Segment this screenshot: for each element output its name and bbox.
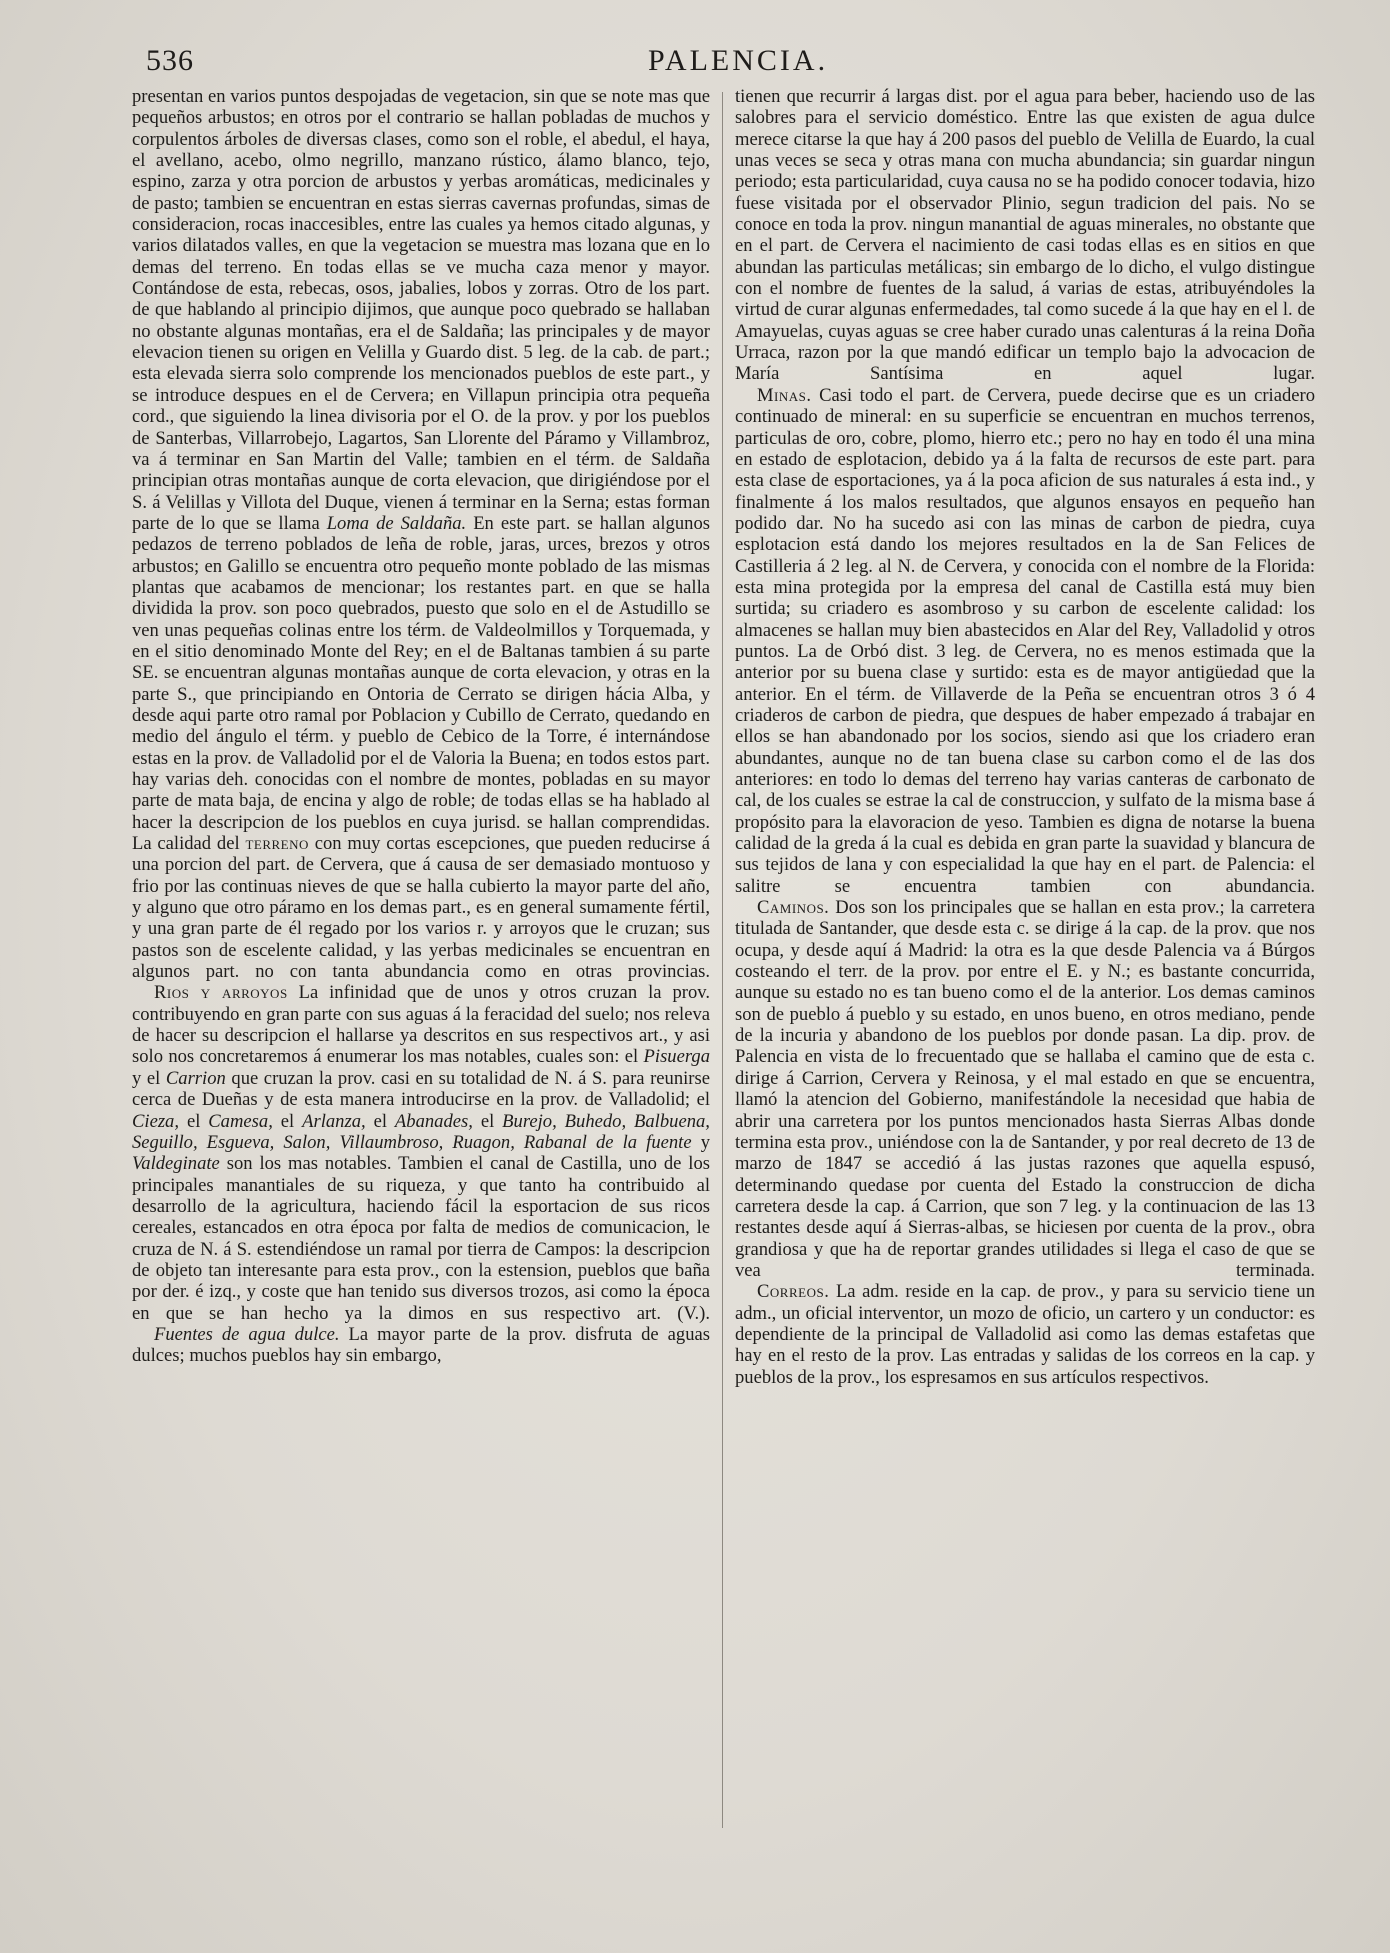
- left-column: [132, 86, 710, 1367]
- running-title: PALENCIA.: [648, 44, 829, 77]
- paragraph-mail: Correos. La adm. reside en la cap. de prov., y para su servicio tiene un adm., un oficial interventor, un mozo de oficio, un cartero y un conductor: es dependiente de la principal de Valladolid asi como las demas estafetas que hay en el resto de la prov. Las entradas y salidas de los correos en la cap. y pueblos de la prov., los espresamos en sus artículos respectivos.: [735, 1281, 1315, 1388]
- section-heading-roads: Caminos.: [757, 897, 830, 919]
- paragraph-roads: Caminos. Dos son los principales que se hallan en esta prov.; la carretera titulada de Santander, que desde esta c. se dirige á la cap. de la prov. que nos ocupa, y desde aquí á Madrid: la otra es la que desde Palencia va á Búrgos costeando el terr. de la prov. por entre el E. y N.; es bastante concurrida, aunque su estado no es tan bueno como el de la anterior. Los demas caminos son de pueblo á pueblo y su estado, en unos bueno, en otros mediano, pende de la incuria y abandono de los pueblos por donde pasan. La dip. prov. de Palencia en vista de lo frecuentado que se hallaba el camino que de esta c. dirige á Carrion, Cervera y Reinosa, y el mal estado en que se encuentra, llamó la atencion del Gobierno, manifestándole la necesidad que habia de abrir una carretera por los puntos mencionados hasta Sierras Albas donde termina esta prov., uniéndose con la de Santander, y por real decreto de 13 de marzo de 1847 se accedió á las justas razones que aquella espusó, determinando quedase por cuenta del Estado la construccion de dicha carretera desde la cap. á Carrion, que son 7 leg. y la continuacion de las 13 restantes desde aquí á Sierras-albas, se hiciesen por cuenta de la prov., obra grandiosa y que ha de reportar grandes utilidades si llega el caso de que se vea terminada.: [735, 897, 1315, 1281]
- column-divider: [722, 92, 723, 1828]
- section-heading-fountains: Fuentes de agua dulce.: [154, 1323, 340, 1345]
- page-header: [138, 44, 1318, 88]
- paragraph-rivers: Rios y arroyos La infinidad que de unos y otros cruzan la prov. contribuyendo en gran parte con sus aguas á la feracidad del suelo; nos releva de hacer su descripcion el hallarse ya descritos en sus respectivos art., y asi solo nos concretaremos á enumerar los mas notables, cuales son: el Pisuerga y el Carrion que cruzan la prov. casi en su totalidad de N. á S. para reunirse cerca de Dueñas y de esta manera introducirse en la prov. de Valladolid; el Cieza, el Camesa, el Arlanza, el Abanades, el Burejo, Buhedo, Balbuena, Seguillo, Esgueva, Salon, Villaumbroso, Ruagon, Rabanal de la fuente y Valdeginate son los mas notables. Tambien el canal de Castilla, uno de los principales manantiales de su riqueza, y que tanto ha contribuido al desarrollo de la agricultura, haciendo fácil la esportacion de sus ricos cereales, estancados en otra época por falta de medios de comunicacion, le cruza de N. á S. estendiéndose un ramal por tierra de Campos: la descripcion de objeto tan interesante para esta prov., con la estension, pueblos que baña por der. é izq., y coste que han tenido sus diversos trozos, asi como la época en que se han hecho ya la dimos en sus respectivo art. (V.).: [132, 982, 710, 1324]
- section-heading-mines: Minas.: [757, 384, 812, 406]
- section-heading-rivers: Rios y arroyos: [154, 982, 288, 1004]
- right-column: [735, 86, 1315, 1388]
- paragraph-mines: Minas. Casi todo el part. de Cervera, puede decirse que es un criadero continuado de mineral: en su superficie se encuentran en muchos terrenos, particulas de oro, cobre, plomo, hierro etc.; pero no hay en todo él una mina en estado de esplotacion, debido ya á la falta de recursos de este part. para esta clase de esportaciones, ya á la poca aficion de sus naturales á esta ind., y finalmente á los malos resultados, que algunos ensayos en pequeño han podido dar. No ha sucedo asi con las minas de carbon de piedra, cuya esplotacion está dando los mejores resultados en la de San Felices de Castilleria á 2 leg. al N. de Cervera, y conocida con el nombre de la Florida: esta mina protegida por la empresa del canal de Castilla está muy bien surtida; su criadero es asombroso y su carbon de escelente calidad: los almacenes se hallan muy bien abastecidos en Alar del Rey, Valladolid y otros puntos. La de Orbó dist. 3 leg. de Cervera, no es menos estimada que la anterior por su buena clase y surtido: esta es de mayor antigüedad que la anterior. En el térm. de Villaverde de la Peña se encuentran otros 3 ó 4 criaderos de carbon de piedra, que despues de haber empezado á trabajar en ellos se han abandonado por los socios, siendo asi que los criadero eran abundantes, aunque no de tan buena clase su carbon como el de las dos anteriores: en todo lo demas del terreno hay varias canteras de carbonato de cal, de los cuales se estrae la cal de construccion, y sulfato de la misma base á propósito para la elavoracion de yeso. Tambien es digna de notarse la buena calidad de la greda á la cual es debida en gran parte la suavidad y blancura de sus tejidos de lana y con especialidad la que hay en el part. de Palencia: el salitre se encuentra tambien con abundancia.: [735, 384, 1315, 897]
- page-number: 536: [146, 44, 194, 77]
- paragraph-fountains: Fuentes de agua dulce. La mayor parte de la prov. disfruta de aguas dulces; muchos pueblos hay sin embargo,: [132, 1323, 710, 1367]
- paragraph-water: tienen que recurrir á largas dist. por el agua para beber, haciendo uso de las salobres para el servicio doméstico. Entre las que existen de agua dulce merece citarse la que hay á 200 pasos del pueblo de Velilla de Euardo, la cual unas veces se seca y otras mana con mucha abundancia; sin guardar ningun periodo; esta particularidad, cuya causa no se ha podido conocer todavia, hizo fuese visitada por el observador Plinio, segun tradicion del pais. No se conoce en toda la prov. ningun manantial de aguas minerales, no obstante que en el part. de Cervera el nacimiento de casi todas ellas es en sitios en que abundan las particulas metálicas; sin embargo de lo dicho, el vulgo distingue con el nombre de fuentes de la salud, á varias de estas, atribuyéndoles la virtud de curar algunas enfermedades, tal como sucede á la que hay en el l. de Amayuelas, cuyas aguas se cree haber curado unas calenturas á la reina Doña Urraca, razon por la que mandó edificar un templo bajo la advocacion de María Santísima en aquel lugar.: [735, 86, 1315, 385]
- section-heading-mail: Correos.: [757, 1281, 830, 1303]
- paragraph-terrain: presentan en varios puntos despojadas de vegetacion, sin que se note mas que pequeños arbustos; en otros por el contrario se hallan pobladas de muchos y corpulentos árboles de diversas clases, como son el roble, el abedul, el haya, el avellano, acebo, olmo negrillo, manzano rústico, álamo blanco, tejo, espino, zarza y otra porcion de arbustos y yerbas aromáticas, medicinales y de pasto; tambien se encuentran en estas sierras cavernas profundas, simas de consideracion, rocas inaccesibles, entre las cuales ya hemos citado algunas, y varios dilatados valles, en que la vegetacion se muestra mas lozana que en lo demas del terreno. En todas ellas se ve mucha caza menor y mayor. Contándose de esta, rebecas, osos, jabalies, lobos y zorras. Otro de los part. de que hablando al principio dijimos, que aunque poco quebrado se hallaban no obstante algunas montañas, era el de Saldaña; las principales y de mayor elevacion tienen su origen en Velilla y Guardo dist. 5 leg. de la cab. de part.; esta elevada sierra solo comprende los mencionados pueblos de este part., y se introduce despues en el de Cervera; en Villapun principia otra pequeña cord., que siguiendo la linea divisoria por el O. de la prov. y por los pueblos de Santerbas, Villarrobejo, Lagartos, San Llorente del Páramo y Villambroz, va á terminar en San Martin del Valle; tambien en el térm. de Saldaña principian otras montañas aunque de corta elevacion, que dirigiéndose por el S. á Velillas y Villota del Duque, vienen á terminar en la Serna; estas forman parte de lo que se llama Loma de Saldaña. En este part. se hallan algunos pedazos de terreno poblados de leña de roble, jaras, urces, brezos y otros arbustos; en Galillo se encuentra otro pequeño monte poblado de las mismas plantas que acabamos de mencionar; los restantes part. en que se halla dividida la prov. son poco quebrados, puesto que solo en el de Astudillo se ven unas pequeñas colinas entre los térm. de Valdeolmillos y Torquemada, y en el sitio denominado Monte del Rey; en el de Baltanas tambien á su parte SE. se encuentran algunas montañas aunque de corta elevacion, y otras en la parte S., que principiando en Ontoria de Cerrato se dirigen hácia Alba, y desde aqui parte otro ramal por Poblacion y Cubillo de Cerrato, quedando en medio del ángulo el térm. y pueblo de Cebico de la Torre, é internándose estas en la prov. de Valladolid por el de Valoria la Buena; en todos estos part. hay varias deh. conocidas con el nombre de montes, pobladas en su mayor parte de mata baja, de encina y algo de roble; de todas ellas se ha hablado al hacer la descripcion de los pueblos en cuya jurisd. se hallan comprendidas. La calidad del terreno con muy cortas escepciones, que pueden reducirse á una porcion del part. de Cervera, que á causa de ser demasiado montuoso y frio por las continuas nieves de que se halla cubierto la mayor parte del año, y alguno que otro páramo en los demas part., es en general sumamente fértil, y una gran parte de él regado por los varios r. y arroyos que le cruzan; sus pastos son de escelente calidad, y las yerbas medicinales se encuentran en algunos part. no con tanta abundancia como en otras provincias.: [132, 86, 710, 983]
